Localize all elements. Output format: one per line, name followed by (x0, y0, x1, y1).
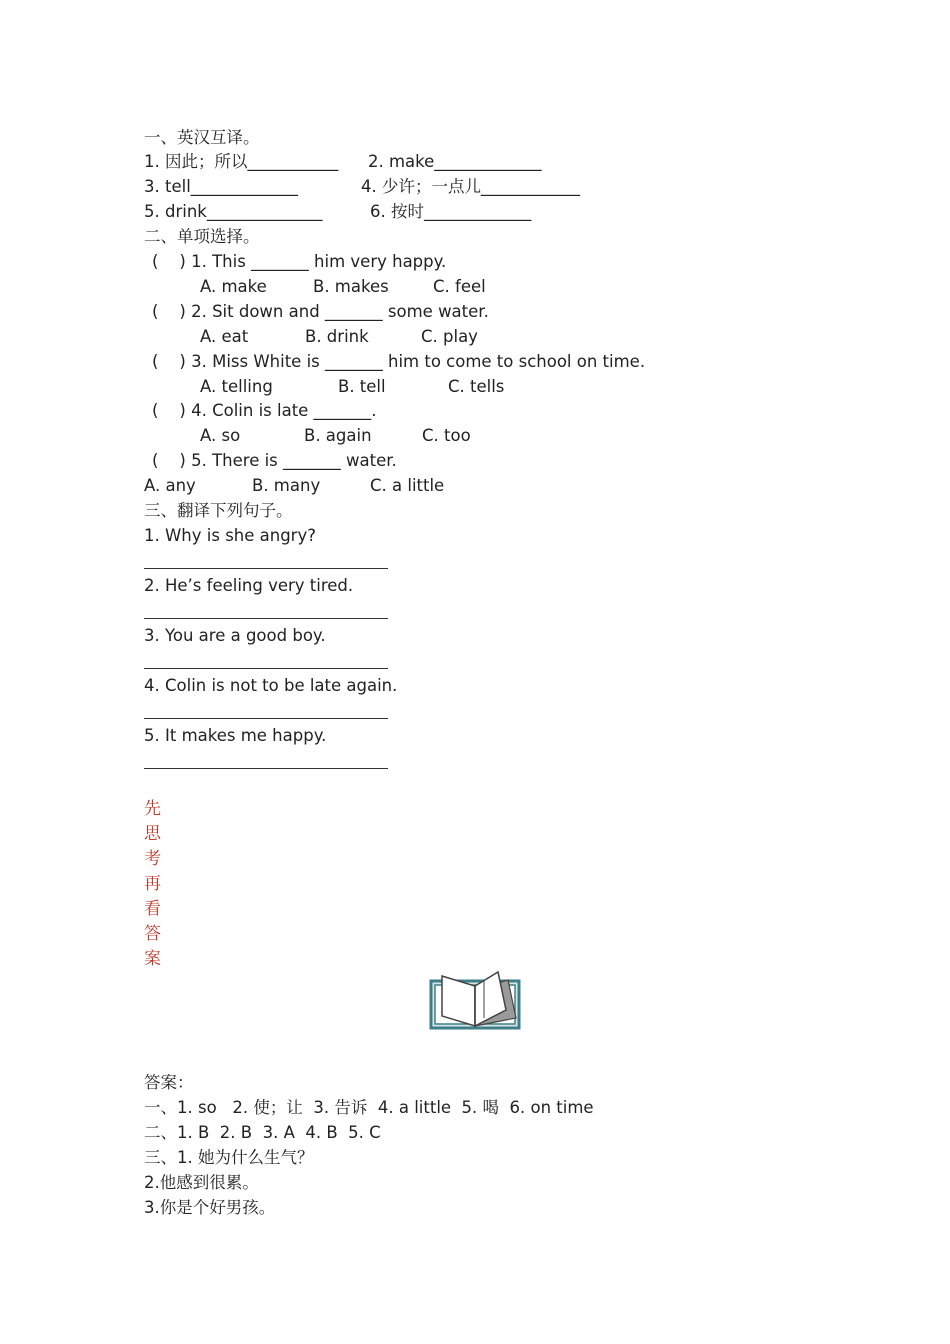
q1-option-a: A. make (200, 277, 267, 296)
answers-line-1: 一、1. so 2. 使；让 3. 告诉 4. a little 5. 喝 6. on time (144, 1098, 594, 1117)
q3-option-a: A. telling (200, 377, 273, 396)
q2-option-c: C. play (421, 327, 478, 346)
note-char-5: 看 (144, 899, 161, 919)
note-char-4: 再 (144, 874, 161, 894)
sentence-2: 2. He’s feeling very tired. (144, 576, 354, 595)
note-char-7: 案 (144, 949, 161, 969)
q1-option-b: B. makes (313, 277, 389, 296)
sentence-4: 4. Colin is not to be late again. (144, 676, 398, 695)
sentence-1: 1. Why is she angry? (144, 526, 316, 545)
q3-option-b: B. tell (338, 377, 386, 396)
answer-blank-3 (144, 668, 388, 669)
answer-blank-2 (144, 618, 388, 619)
q1-option-c: C. feel (433, 277, 486, 296)
vocab-item-6: 6. 按时_____________ (370, 202, 532, 221)
answer-blank-4 (144, 718, 388, 719)
q2-option-a: A. eat (200, 327, 249, 346)
q4-option-c: C. too (422, 426, 471, 445)
vocab-item-3: 3. tell_____________ (144, 177, 299, 196)
answers-heading: 答案： (144, 1073, 194, 1092)
vocab-item-1: 1. 因此；所以___________ (144, 152, 339, 171)
think-first-note (144, 797, 161, 972)
q3-option-c: C. tells (448, 377, 505, 396)
sentence-5: 5. It makes me happy. (144, 726, 327, 745)
question-4: ( ) 4. Colin is late _______. (152, 401, 377, 420)
q5-option-b: B. many (252, 476, 321, 495)
q4-option-a: A. so (200, 426, 241, 445)
note-char-3: 考 (144, 849, 161, 869)
question-5: ( ) 5. There is _______ water. (152, 451, 397, 470)
question-3: ( ) 3. Miss White is _______ him to come to school on time. (152, 352, 646, 371)
q2-option-b: B. drink (305, 327, 369, 346)
note-char-6: 答 (144, 924, 161, 944)
note-char-2: 思 (144, 824, 161, 844)
question-1: ( ) 1. This _______ him very happy. (152, 252, 447, 271)
open-book-icon (428, 966, 522, 1032)
answers-line-2: 二、1. B 2. B 3. A 4. B 5. C (144, 1123, 381, 1142)
answers-line-4: 2.他感到很累。 (144, 1173, 259, 1192)
answer-blank-1 (144, 568, 388, 569)
section1-heading: 一、英汉互译。 (144, 128, 260, 147)
sentence-3: 3. You are a good boy. (144, 626, 326, 645)
section2-heading: 二、单项选择。 (144, 227, 260, 246)
q5-option-c: C. a little (370, 476, 445, 495)
note-char-1: 先 (144, 799, 161, 819)
q5-option-a: A. any (144, 476, 196, 495)
vocab-item-5: 5. drink______________ (144, 202, 323, 221)
answers-line-5: 3.你是个好男孩。 (144, 1198, 276, 1217)
q4-option-b: B. again (304, 426, 372, 445)
question-2: ( ) 2. Sit down and _______ some water. (152, 302, 489, 321)
vocab-item-4: 4. 少许；一点儿____________ (361, 177, 580, 196)
answers-line-3: 三、1. 她为什么生气？ (144, 1148, 314, 1167)
section3-heading: 三、翻译下列句子。 (144, 501, 293, 520)
answer-blank-5 (144, 768, 388, 769)
vocab-item-2: 2. make_____________ (368, 152, 542, 171)
